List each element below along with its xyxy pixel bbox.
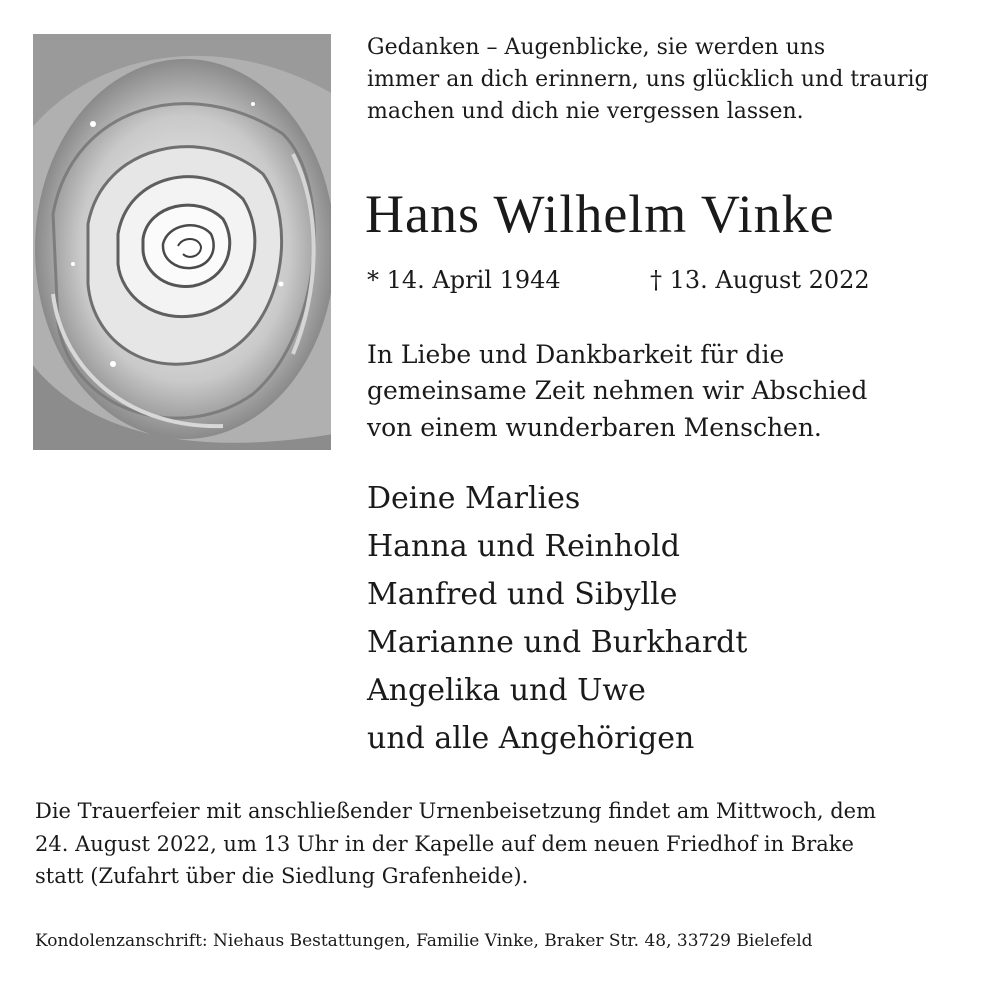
deceased-name: Hans Wilhelm Vinke (365, 184, 835, 244)
mourner-line: Manfred und Sibylle (367, 577, 678, 612)
farewell-text (367, 337, 987, 446)
mourners-list (367, 475, 987, 763)
service-line: 24. August 2022, um 13 Uhr in der Kapelle auf dem neuen Friedhof in Brake (35, 831, 854, 856)
farewell-line: gemeinsame Zeit nehmen wir Abschied (367, 376, 868, 406)
condolence-address: Kondolenzanschrift: Niehaus Bestattungen, Familie Vinke, Braker Str. 48, 33729 Bielefeld (35, 931, 813, 951)
quote-line: machen und dich nie vergessen lassen. (367, 98, 804, 124)
mourner-line: Marianne und Burkhardt (367, 625, 748, 660)
service-line: statt (Zufahrt über die Siedlung Grafenheide). (35, 864, 529, 889)
rose-photo (33, 34, 331, 450)
birth-date: * 14. April 1944 (367, 266, 561, 294)
funeral-service-info (35, 795, 970, 893)
mourner-line: Hanna und Reinhold (367, 529, 680, 564)
farewell-line: In Liebe und Dankbarkeit für die (367, 340, 785, 369)
mourner-line: Deine Marlies (367, 481, 581, 516)
death-date: † 13. August 2022 (650, 266, 870, 294)
mourner-line: und alle Angehörigen (367, 721, 695, 756)
quote-line: Gedanken – Augenblicke, sie werden uns (367, 35, 826, 60)
life-dates (367, 265, 967, 296)
poem-quote (367, 32, 977, 128)
service-line: Die Trauerfeier mit anschließender Urnenbeisetzung findet am Mittwoch, dem (35, 799, 876, 823)
farewell-line: von einem wunderbaren Menschen. (367, 412, 822, 442)
mourner-line: Angelika und Uwe (367, 673, 646, 708)
rose-icon (33, 34, 331, 450)
quote-line: immer an dich erinnern, uns glücklich und traurig (367, 66, 929, 92)
